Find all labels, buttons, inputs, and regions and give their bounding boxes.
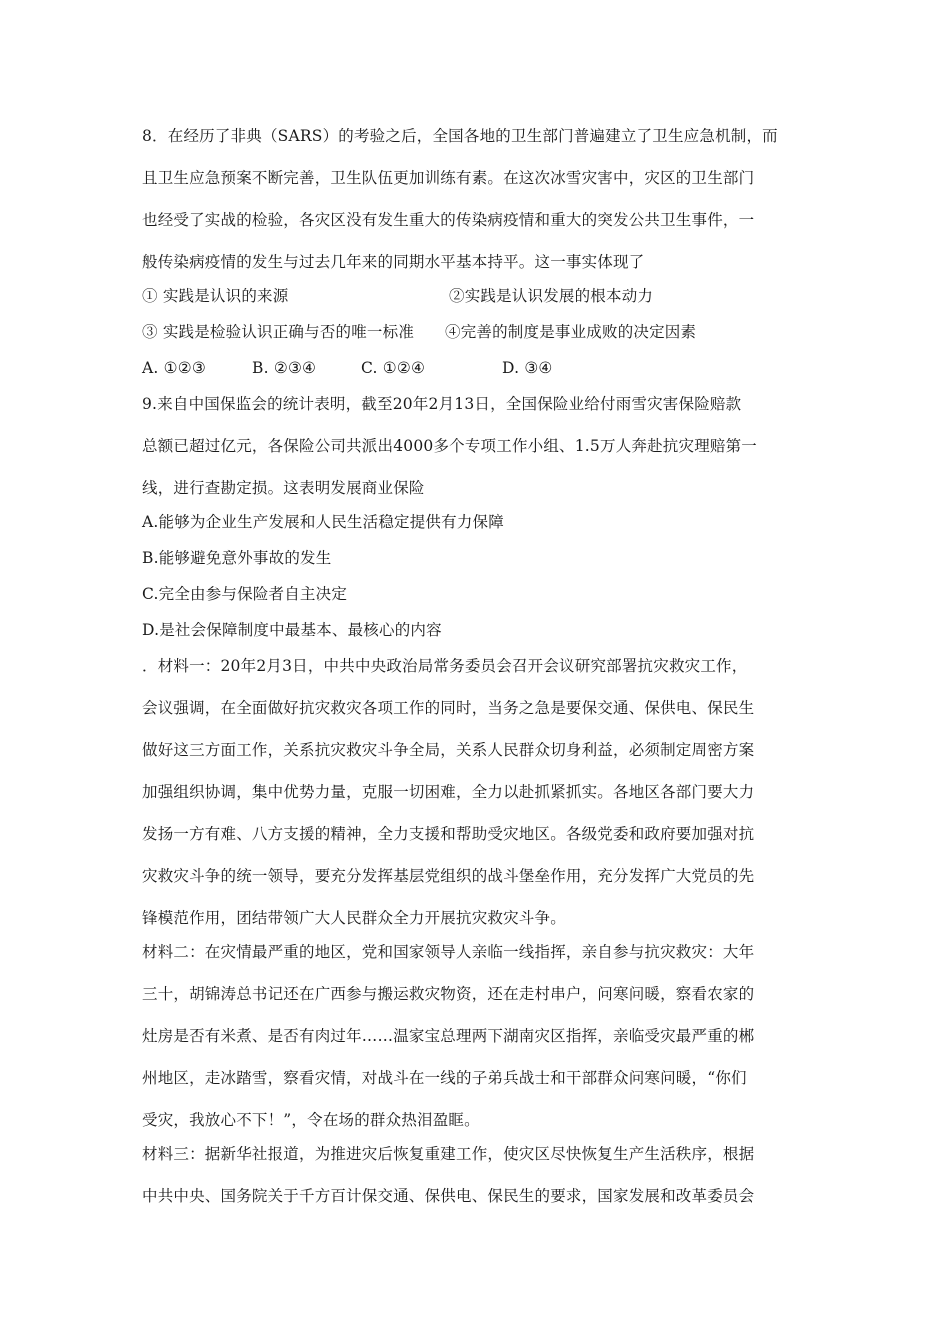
material-1-line-6: 灾救灾斗争的统一领导，要充分发挥基层党组织的战斗堡垒作用，充分发挥广大党员的先	[142, 867, 755, 885]
q8-option-c: C. ①②④	[361, 359, 426, 377]
material-2-line-3: 灶房是否有米煮、是否有肉过年……温家宝总理两下湖南灾区指挥，亲临受灾最严重的郴	[142, 1027, 755, 1045]
material-1-line-4: 加强组织协调，集中优势力量，克服一切困难，全力以赴抓紧抓实。各地区各部门要大力	[142, 783, 755, 801]
material-3-line-1: 材料三：据新华社报道，为推进灾后恢复重建工作，使灾区尽快恢复生产生活秩序，根据	[142, 1145, 755, 1163]
material-1-line-1: ．材料一：20年2月3日，中共中央政治局常务委员会召开会议研究部署抗灾救灾工作，	[142, 657, 748, 675]
q8-statement-3: ③ 实践是检验认识正确与否的唯一标准	[142, 323, 415, 341]
q9-stem-line-1: 9.来自中国保监会的统计表明，截至20年2月13日，全国保险业给付雨雪灾害保险赔款	[142, 395, 742, 413]
material-2-line-4: 州地区，走冰踏雪，察看灾情，对战斗在一线的子弟兵战士和干部群众问寒问暖，“你们	[142, 1069, 747, 1087]
material-1-line-2: 会议强调，在全面做好抗灾救灾各项工作的同时，当务之急是要保交通、保供电、保民生	[142, 699, 755, 717]
q9-option-c: C.完全由参与保险者自主决定	[142, 585, 348, 603]
q8-stem-line-4: 般传染病疫情的发生与过去几年来的同期水平基本持平。这一事实体现了	[142, 253, 645, 271]
material-1-line-7: 锋模范作用，团结带领广大人民群众全力开展抗灾救灾斗争。	[142, 909, 566, 927]
q9-option-a: A.能够为企业生产发展和人民生活稳定提供有力保障	[142, 513, 504, 531]
q8-option-d: D. ③④	[502, 359, 553, 377]
q8-statement-2: ②实践是认识发展的根本动力	[449, 287, 654, 305]
q8-stem-line-3: 也经受了实战的检验，各灾区没有发生重大的传染病疫情和重大的突发公共卫生事件，一	[142, 211, 755, 229]
q8-stem-line-1: 8．在经历了非典（SARS）的考验之后，全国各地的卫生部门普遍建立了卫生应急机制，而	[142, 127, 778, 145]
q9-option-b: B.能够避免意外事故的发生	[142, 549, 332, 567]
q9-option-d: D.是社会保障制度中最基本、最核心的内容	[142, 621, 442, 639]
material-2-line-5: 受灾，我放心不下！”，令在场的群众热泪盈眶。	[142, 1111, 480, 1129]
q9-stem-line-3: 线，进行查勘定损。这表明发展商业保险	[142, 479, 425, 497]
material-2-line-2: 三十，胡锦涛总书记还在广西参与搬运救灾物资，还在走村串户，问寒问暖，察看农家的	[142, 985, 755, 1003]
q8-statement-1: ① 实践是认识的来源	[142, 287, 289, 305]
q8-stem-line-2: 且卫生应急预案不断完善，卫生队伍更加训练有素。在这次冰雪灾害中，灾区的卫生部门	[142, 169, 755, 187]
material-1-line-3: 做好这三方面工作，关系抗灾救灾斗争全局，关系人民群众切身利益，必须制定周密方案	[142, 741, 755, 759]
q9-stem-line-2: 总额已超过亿元，各保险公司共派出4000多个专项工作小组、1.5万人奔赴抗灾理赔第一	[142, 437, 757, 455]
material-2-line-1: 材料二：在灾情最严重的地区，党和国家领导人亲临一线指挥，亲自参与抗灾救灾：大年	[142, 943, 755, 961]
q8-statement-4: ④完善的制度是事业成败的决定因素	[445, 323, 697, 341]
material-1-line-5: 发扬一方有难、八方支援的精神，全力支援和帮助受灾地区。各级党委和政府要加强对抗	[142, 825, 755, 843]
q8-option-a: A. ①②③	[142, 359, 206, 377]
q8-option-b: B. ②③④	[252, 359, 317, 377]
material-3-line-2: 中共中央、国务院关于千方百计保交通、保供电、保民生的要求，国家发展和改革委员会	[142, 1187, 755, 1205]
